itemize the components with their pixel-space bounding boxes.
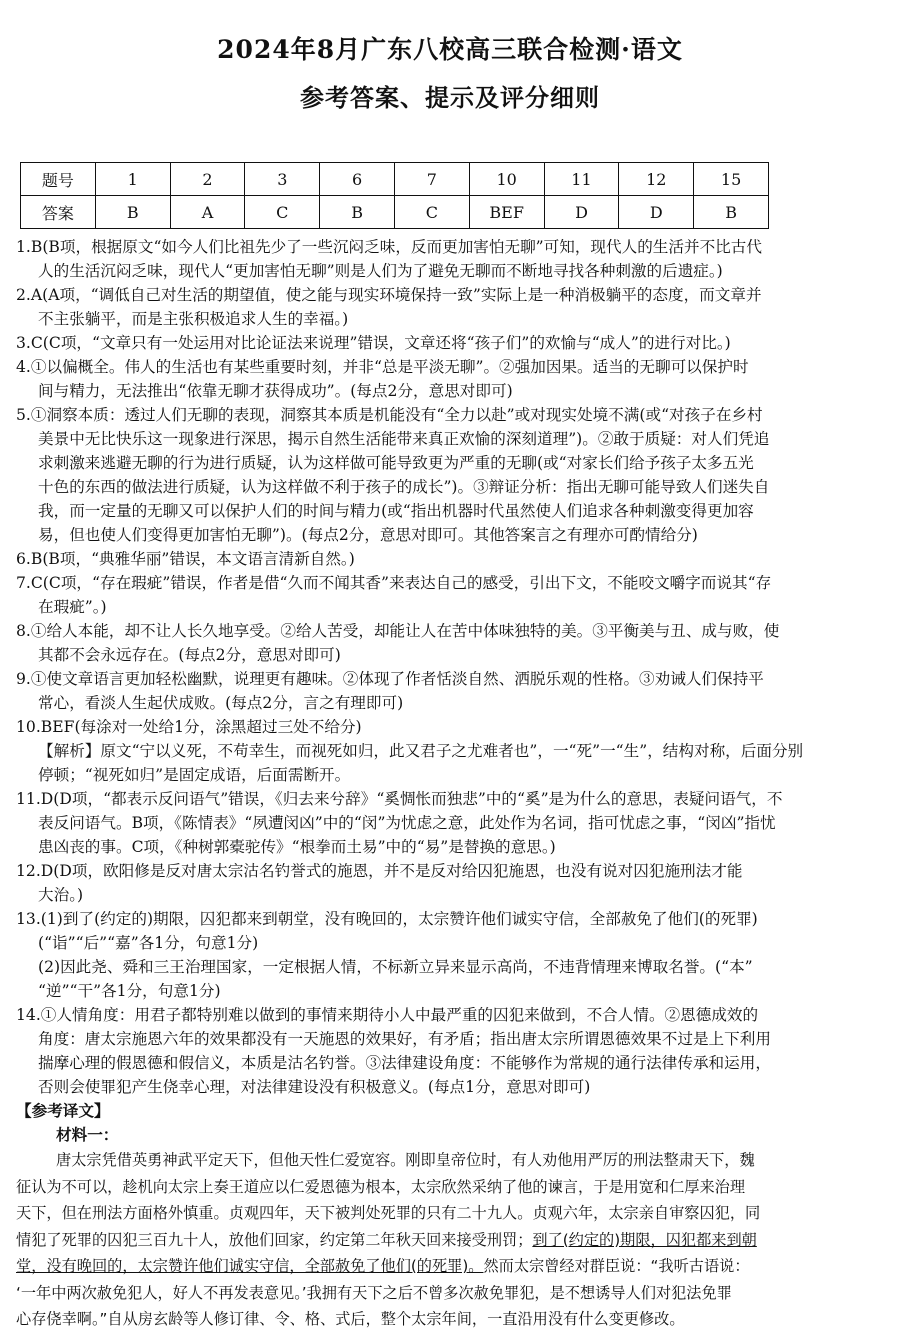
text-line: 8.①给人本能，却不让人长久地享受。②给人苦受，却能让人在苦中体味独特的美。③平衡美与丑、成与败，使	[16, 622, 780, 640]
text-line: 6.B(B项，“典雅华丽”错误，本文语言清新自然。)	[16, 550, 355, 568]
text-line: 患凶丧的事。C项，《种树郭橐驼传》“根拳而土易”中的“易”是替换的意思。)	[38, 838, 556, 856]
translation-line: ‘一年中两次赦免犯人，好人不再发表意见。’我拥有天下之后不曾多次赦免罪犯，是不想诱导人们对犯法免罪	[16, 1283, 732, 1302]
page-title: 2024年8月广东八校高三联合检测·语文	[217, 35, 683, 64]
text-line: 不主张躺平，而是主张积极追求人生的幸福。)	[38, 310, 349, 328]
answer-cell: D	[619, 196, 694, 229]
text-line: “逆”“干”各1分，句意1分)	[38, 982, 221, 1000]
answer-table	[20, 162, 769, 229]
text-line: 11.D(D项，“都表示反问语气”错误，《归去来兮辞》“奚惆怅而独悲”中的“奚”是为什么的意思，表疑问语气，不	[16, 790, 783, 808]
answer-cell: B	[95, 196, 170, 229]
text-line: 14.①人情角度：用君子都特别难以做到的事情来期待小人中最严重的囚犯来做到，不合人情。②恩德成效的	[16, 1006, 759, 1024]
question-number-cell: 11	[544, 163, 619, 196]
translation-line: 心存侥幸啊。”自从房玄龄等人修订律、令、格、式后，整个太宗年间，一直沿用没有什么变更修改。	[16, 1310, 685, 1328]
text-line: 揣摩心理的假恩德和假信义，本质是沽名钓誉。③法律建设角度：不能够作为常规的通行法律传承和运用，	[38, 1054, 771, 1072]
underlined-translation-segment: 堂，没有晚回的，太宗赞许他们诚实守信，全部赦免了他们(的死罪)。	[16, 1257, 484, 1275]
text-line: (2)因此尧、舜和三王治理国家，一定根据人情，不标新立异来显示高尚，不违背情理来博取名誉。(“本”	[38, 958, 753, 976]
answer-explanations	[16, 235, 888, 1333]
translation-line: 唐太宗凭借英勇神武平定天下，但他天性仁爱宽容。刚即皇帝位时，有人劝他用严厉的刑法整肃天下，魏	[56, 1151, 755, 1169]
underlined-translation-segment: 到了(约定的)期限，囚犯都来到朝	[532, 1230, 757, 1249]
question-number-cell: 2	[170, 163, 245, 196]
text-line: 停顿；“视死如归”是固定成语，后面需断开。	[38, 766, 351, 784]
text-line: 大治。)	[38, 886, 84, 904]
translation-line	[16, 1227, 888, 1254]
question-number-cell: 7	[394, 163, 469, 196]
text-line: 9.①使文章语言更加轻松幽默，说理更有趣味。②体现了作者恬淡自然、洒脱乐观的性格。③劝诫人们保持平	[16, 670, 764, 688]
translation-segment: 然而太宗曾经对群臣说：“我听古语说：	[483, 1257, 750, 1275]
text-line: 常心，看淡人生起伏成败。(每点2分，言之有理即可)	[38, 694, 404, 712]
text-line: 角度：唐太宗施恩六年的效果都没有一天施恩的效果好，有矛盾；指出唐太宗所谓恩德效果不过是上下利用	[38, 1030, 771, 1048]
text-line: 易，但也使人们变得更加害怕无聊”)。(每点2分，意思对即可。其他答案言之有理亦可酌情给分)	[38, 526, 698, 544]
translation-line	[16, 1253, 888, 1280]
text-line: 7.C(C项，“存在瑕疵”错误，作者是借“久而不闻其香”来表达自己的感受，引出下文，不能咬文嚼字而说其“存	[16, 574, 772, 592]
answer-cell: BEF	[469, 196, 544, 229]
text-line: 表反问语气。B项，《陈情表》“夙遭闵凶”中的“闵”为忧虑之意，此处作为名词，指可忧虑之事，“闵凶”指忧	[38, 814, 776, 832]
answer-cell: C	[394, 196, 469, 229]
reference-translation-heading: 【参考译文】	[16, 1101, 110, 1120]
answer-cell: A	[170, 196, 245, 229]
table-header-cell: 题号	[21, 163, 96, 196]
material-one-label: 材料一：	[56, 1125, 119, 1144]
text-line: 求刺激来逃避无聊的行为进行质疑，认为这样做可能导致更为严重的无聊(或“对家长们给予孩子太多五光	[38, 454, 754, 472]
text-line: 间与精力，无法推出“依靠无聊才获得成功”。(每点2分，意思对即可)	[38, 382, 513, 400]
question-number-cell: 12	[619, 163, 694, 196]
text-line: 1.B(B项，根据原文“如今人们比祖先少了一些沉闷乏味，反而更加害怕无聊”可知，现代人的生活并不比古代	[16, 238, 762, 256]
answer-cell: D	[544, 196, 619, 229]
table-row-question-numbers	[21, 163, 769, 196]
translation-text	[16, 1147, 888, 1333]
text-line: 十色的东西的做法进行质疑，认为这样做不利于孩子的成长”)。③辩证分析：指出无聊可能导致人们迷失自	[38, 478, 770, 496]
question-number-cell: 6	[320, 163, 395, 196]
text-line: 13.(1)到了(约定的)期限，囚犯都来到朝堂，没有晚回的，太宗赞许他们诚实守信，全部赦免了他们(的死罪)	[16, 910, 758, 928]
page-subtitle: 参考答案、提示及评分细则	[300, 83, 600, 112]
question-number-cell: 1	[95, 163, 170, 196]
text-line: (“诣”“后”“嘉”各1分，句意1分)	[38, 934, 259, 952]
answer-cell: C	[245, 196, 320, 229]
translation-segment: 情犯了死罪的囚犯三百九十人，放他们回家，约定第二年秋天回来接受刑罚；	[16, 1230, 533, 1249]
text-line: 2.A(A项，“调低自己对生活的期望值，使之能与现实环境保持一致”实际上是一种消极躺平的态度，而文章并	[16, 286, 762, 304]
text-line: 美景中无比快乐这一现象进行深思，揭示自然生活能带来真正欢愉的深刻道理”)。②敢于质疑：对人们凭追	[38, 430, 770, 448]
table-row-answers	[21, 196, 769, 229]
table-header-cell: 答案	[21, 196, 96, 229]
question-number-cell: 15	[694, 163, 769, 196]
text-line: 其都不会永远存在。(每点2分，意思对即可)	[38, 646, 341, 664]
analysis-line: 【解析】原文“宁以义死，不苟幸生，而视死如归，此又君子之尤难者也”，一“死”一“生”，结构对称，后面分别	[38, 742, 804, 760]
text-line: 12.D(D项，欧阳修是反对唐太宗沽名钓誉式的施恩，并不是反对给囚犯施恩，也没有说对囚犯施刑法才能	[16, 862, 743, 880]
text-line: 4.①以偏概全。伟人的生活也有某些重要时刻，并非“总是平淡无聊”。②强加因果。适当的无聊可以保护时	[16, 358, 749, 376]
text-line: 我，而一定量的无聊又可以保护人们的时间与精力(或“指出机器时代虽然使人们追求各种刺激变得更加容	[38, 502, 754, 520]
translation-line: 征认为不可以，趁机向太宗上奏王道应以仁爱恩德为根本，太宗欣然采纳了他的谏言，于是用宽和仁厚来治理	[16, 1177, 745, 1196]
text-line: 在瑕疵”。)	[38, 598, 107, 616]
text-line: 10.BEF(每涂对一处给1分，涂黑超过三处不给分)	[16, 718, 362, 736]
text-line: 人的生活沉闷乏味，现代人“更加害怕无聊”则是人们为了避免无聊而不断地寻找各种刺激的后遗症。)	[38, 262, 723, 280]
translation-line: 天下，但在刑法方面格外慎重。贞观四年，天下被判处死罪的只有二十九人。贞观六年，太宗亲自审察囚犯，同	[16, 1204, 761, 1222]
answer-cell: B	[320, 196, 395, 229]
question-number-cell: 10	[469, 163, 544, 196]
text-line: 否则会使罪犯产生侥幸心理，对法律建设没有积极意义。(每点1分，意思对即可)	[38, 1078, 591, 1096]
answer-cell: B	[694, 196, 769, 229]
text-line: 5.①洞察本质：透过人们无聊的表现，洞察其本质是机能没有“全力以赴”或对现实处境不满(或“对孩子在乡村	[16, 406, 763, 424]
question-number-cell: 3	[245, 163, 320, 196]
text-line: 3.C(C项，“文章只有一处运用对比论证法来说理”错误，文章还将“孩子们”的欢愉与“成人”的进行对比。)	[16, 334, 731, 352]
